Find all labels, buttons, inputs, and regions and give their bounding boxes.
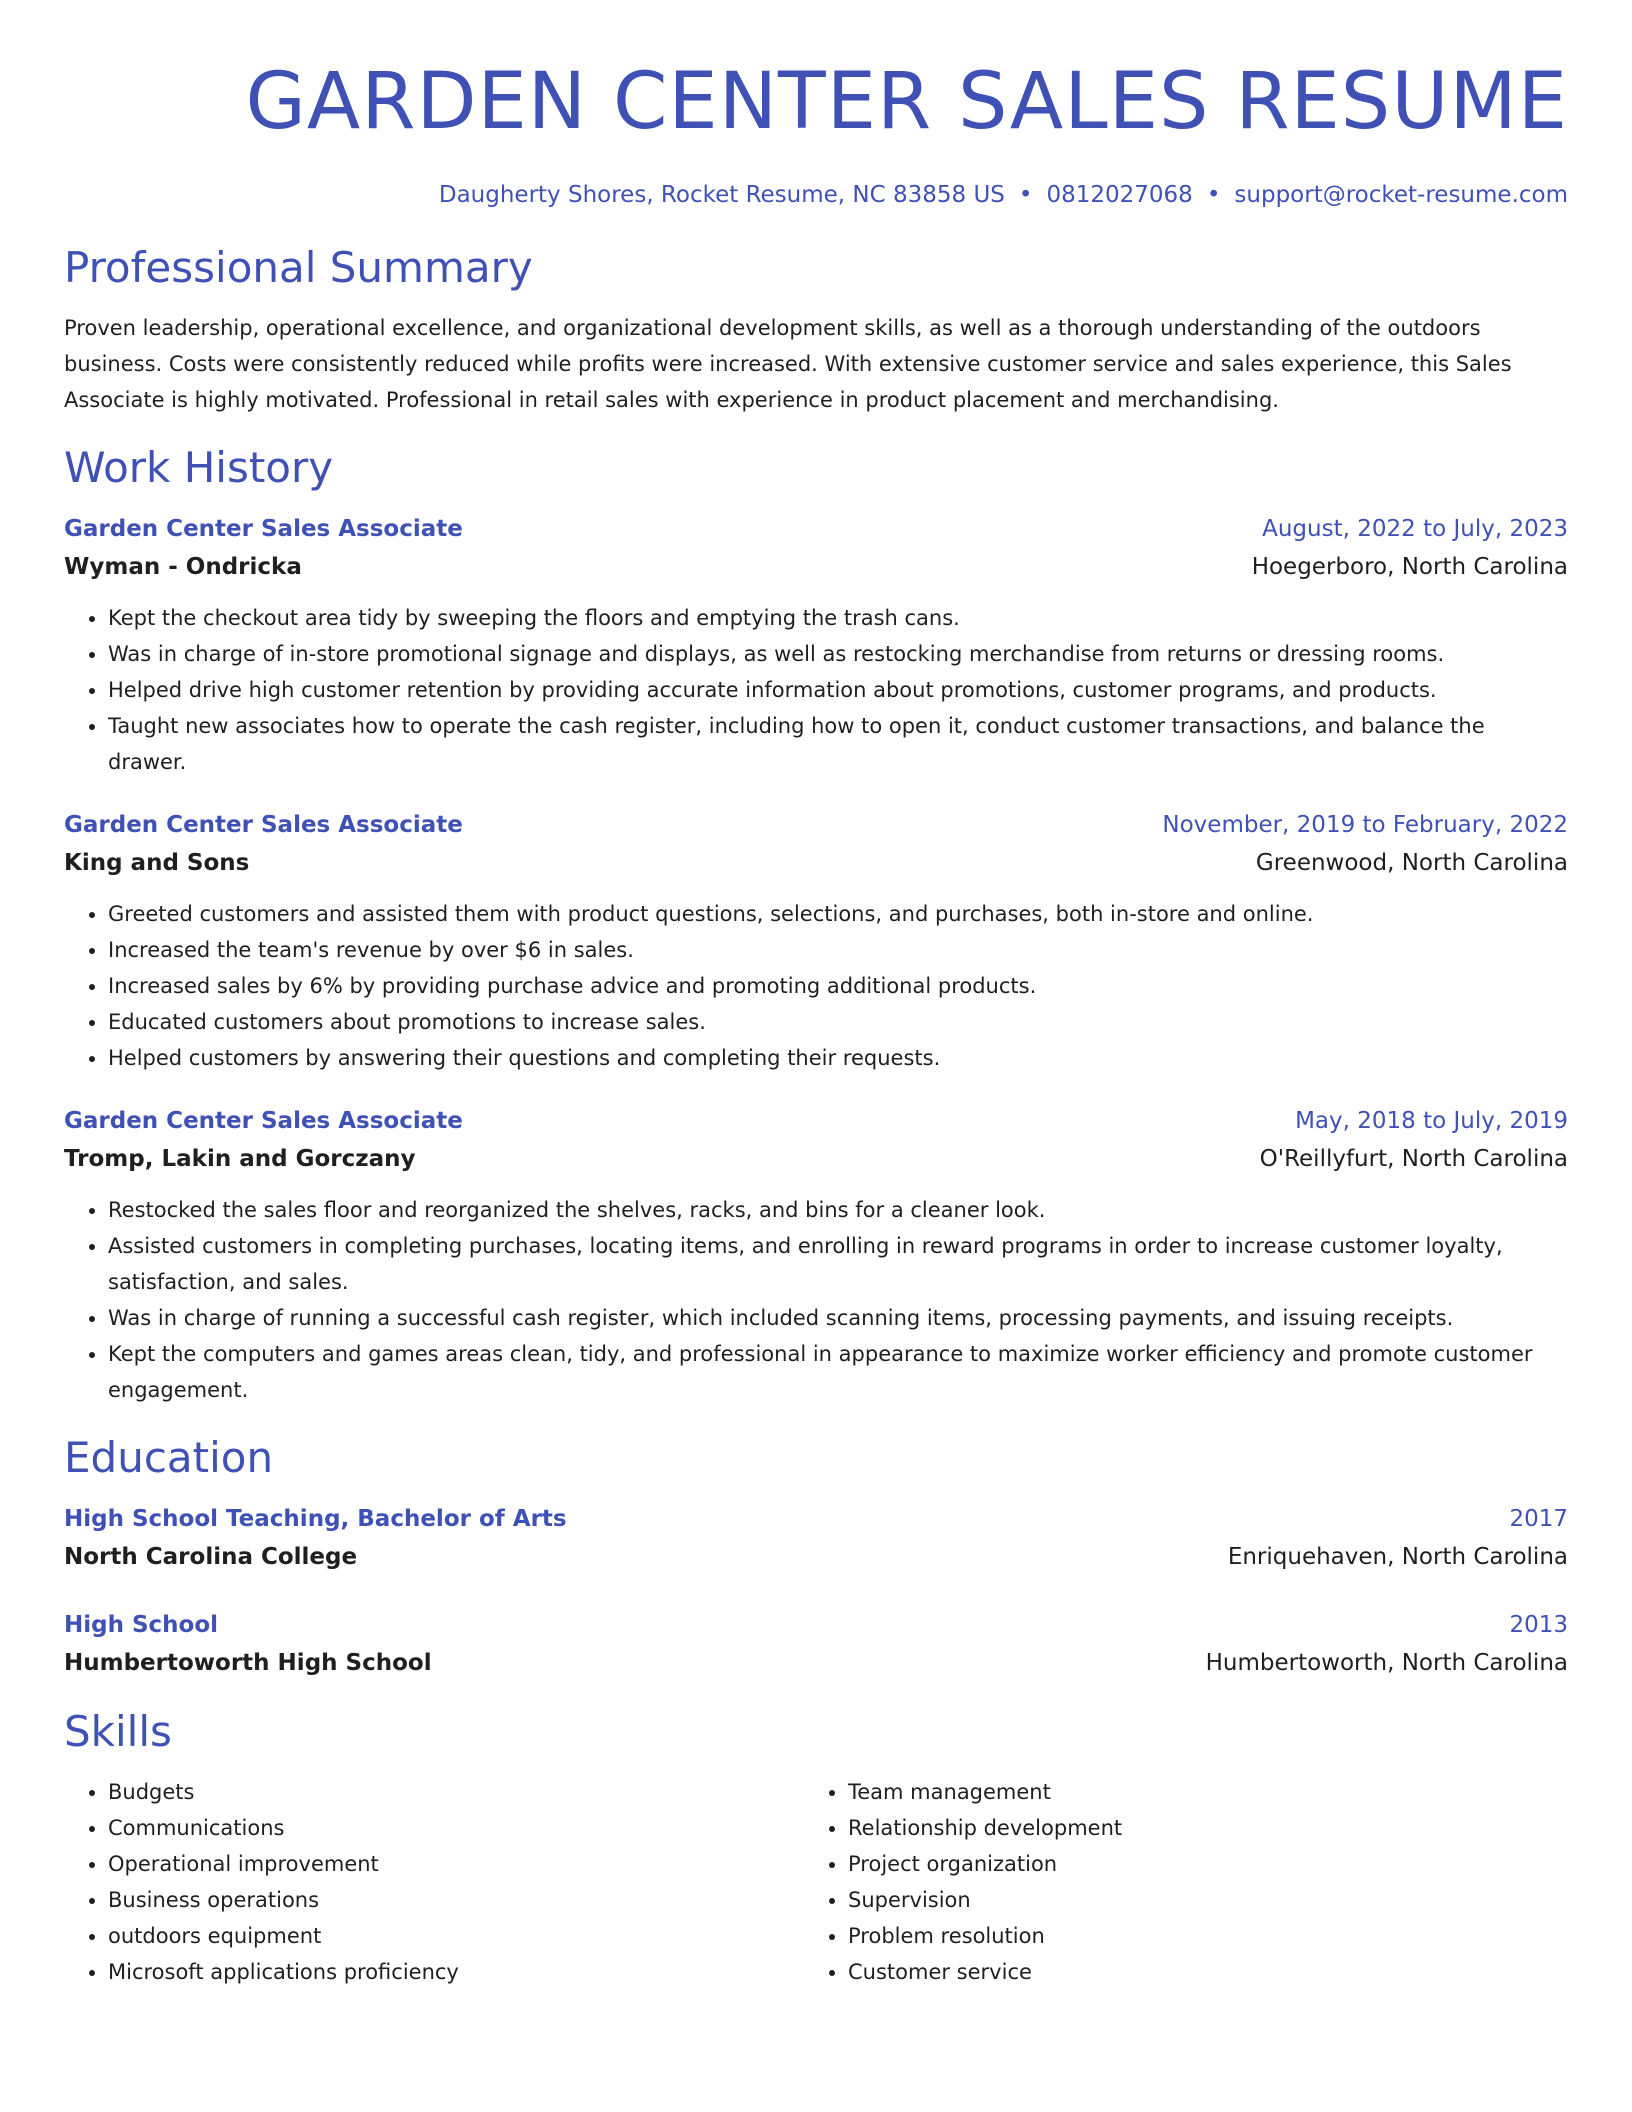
- contact-phone: 0812027068: [1046, 182, 1193, 208]
- job-entry: [64, 806, 1568, 1076]
- list-item: • Supervision: [848, 1882, 1544, 1918]
- list-item: • Taught new associates how to operate the cash register, including how to open it, conduct customer transactions, and balance the drawer.: [108, 708, 1568, 780]
- list-item: • Business operations: [108, 1882, 804, 1918]
- work-history-heading: Work History: [64, 443, 334, 492]
- job-role-row: [64, 1102, 1568, 1140]
- education-entry: [64, 1606, 1568, 1682]
- contact-separator: •: [1206, 182, 1221, 208]
- list-item: • Project organization: [848, 1846, 1544, 1882]
- list-item: • Operational improvement: [108, 1846, 804, 1882]
- job-location: Greenwood, North Carolina: [1255, 850, 1568, 876]
- list-item: • Microsoft applications proficiency: [108, 1954, 804, 1990]
- skills-columns: [64, 1774, 1568, 1990]
- job-role-row: [64, 806, 1568, 844]
- list-item: • Increased the team's revenue by over $6 in sales.: [108, 932, 1568, 968]
- education-school-row: [64, 1644, 1568, 1682]
- contact-separator: •: [1018, 182, 1033, 208]
- contact-line: [64, 178, 1568, 212]
- education-year: 2017: [1509, 1506, 1568, 1532]
- list-item: • Budgets: [108, 1774, 804, 1810]
- job-bullets: [64, 896, 1568, 1076]
- education-year: 2013: [1509, 1612, 1568, 1638]
- resume-title: GARDEN CENTER SALES RESUME: [245, 57, 1568, 147]
- list-item: • Helped drive high customer retention by providing accurate information about promotions, customer programs, and products.: [108, 672, 1568, 708]
- summary-section: [64, 240, 1568, 418]
- education-heading: Education: [64, 1433, 274, 1482]
- skills-list-right: [804, 1774, 1544, 1990]
- education-entry: [64, 1500, 1568, 1576]
- list-item: • Was in charge of in-store promotional signage and displays, as well as restocking merchandise from returns or dressing rooms.: [108, 636, 1568, 672]
- skills-section: [64, 1704, 1568, 1990]
- list-item: • Kept the computers and games areas clean, tidy, and professional in appearance to maximize worker efficiency and promote customer engagement.: [108, 1336, 1568, 1408]
- job-role: Garden Center Sales Associate: [64, 1108, 463, 1134]
- job-entry: [64, 510, 1568, 780]
- list-item: • Increased sales by 6% by providing purchase advice and promoting additional products.: [108, 968, 1568, 1004]
- job-entry: [64, 1102, 1568, 1408]
- job-role: Garden Center Sales Associate: [64, 812, 463, 838]
- job-location: O'Reillyfurt, North Carolina: [1259, 1146, 1568, 1172]
- job-dates: May, 2018 to July, 2019: [1295, 1108, 1568, 1134]
- contact-address: Daugherty Shores, Rocket Resume, NC 83858 US: [438, 182, 1005, 208]
- job-company: King and Sons: [64, 850, 250, 876]
- list-item: • Restocked the sales floor and reorganized the shelves, racks, and bins for a cleaner look.: [108, 1192, 1568, 1228]
- education-degree-row: [64, 1500, 1568, 1538]
- summary-text: Proven leadership, operational excellence, and organizational development skills, as well as a thorough understanding of the outdoors business. Costs were consistently reduced while profits were increased. With extensive customer service and sales experience, this Sales Associate is highly motivated. Professional in retail sales with experience in product placement and merchandising.: [64, 316, 1512, 412]
- work-history-section: [64, 440, 1568, 1408]
- education-school: Humbertoworth High School: [64, 1650, 432, 1676]
- skills-heading: Skills: [64, 1707, 172, 1756]
- job-bullets: [64, 600, 1568, 780]
- list-item: • Communications: [108, 1810, 804, 1846]
- list-item: • Educated customers about promotions to increase sales.: [108, 1004, 1568, 1040]
- education-location: Enriquehaven, North Carolina: [1227, 1544, 1568, 1570]
- list-item: • Was in charge of running a successful cash register, which included scanning items, processing payments, and issuing receipts.: [108, 1300, 1568, 1336]
- education-degree: High School: [64, 1612, 219, 1638]
- list-item: • Customer service: [848, 1954, 1544, 1990]
- job-company: Tromp, Lakin and Gorczany: [64, 1146, 416, 1172]
- summary-heading: Professional Summary: [64, 243, 533, 292]
- job-company-row: [64, 1140, 1568, 1178]
- list-item: • Kept the checkout area tidy by sweeping the floors and emptying the trash cans.: [108, 600, 1568, 636]
- education-degree-row: [64, 1606, 1568, 1644]
- list-item: • Team management: [848, 1774, 1544, 1810]
- education-section: [64, 1430, 1568, 1682]
- job-company-row: [64, 844, 1568, 882]
- list-item: • Relationship development: [848, 1810, 1544, 1846]
- skills-list-left: [64, 1774, 804, 1990]
- job-dates: November, 2019 to February, 2022: [1162, 812, 1568, 838]
- education-degree: High School Teaching, Bachelor of Arts: [64, 1506, 567, 1532]
- list-item: • Problem resolution: [848, 1918, 1544, 1954]
- job-role-row: [64, 510, 1568, 548]
- job-company: Wyman - Ondricka: [64, 554, 302, 580]
- job-dates: August, 2022 to July, 2023: [1262, 516, 1568, 542]
- list-item: • Greeted customers and assisted them with product questions, selections, and purchases, both in-store and online.: [108, 896, 1568, 932]
- list-item: • Helped customers by answering their questions and completing their requests.: [108, 1040, 1568, 1076]
- list-item: • Assisted customers in completing purchases, locating items, and enrolling in reward programs in order to increase customer loyalty, satisfaction, and sales.: [108, 1228, 1568, 1300]
- job-company-row: [64, 548, 1568, 586]
- education-school: North Carolina College: [64, 1544, 358, 1570]
- list-item: • outdoors equipment: [108, 1918, 804, 1954]
- education-school-row: [64, 1538, 1568, 1576]
- job-role: Garden Center Sales Associate: [64, 516, 463, 542]
- contact-email: support@rocket-resume.com: [1234, 182, 1568, 208]
- job-location: Hoegerboro, North Carolina: [1251, 554, 1568, 580]
- education-location: Humbertoworth, North Carolina: [1205, 1650, 1568, 1676]
- job-bullets: [64, 1192, 1568, 1408]
